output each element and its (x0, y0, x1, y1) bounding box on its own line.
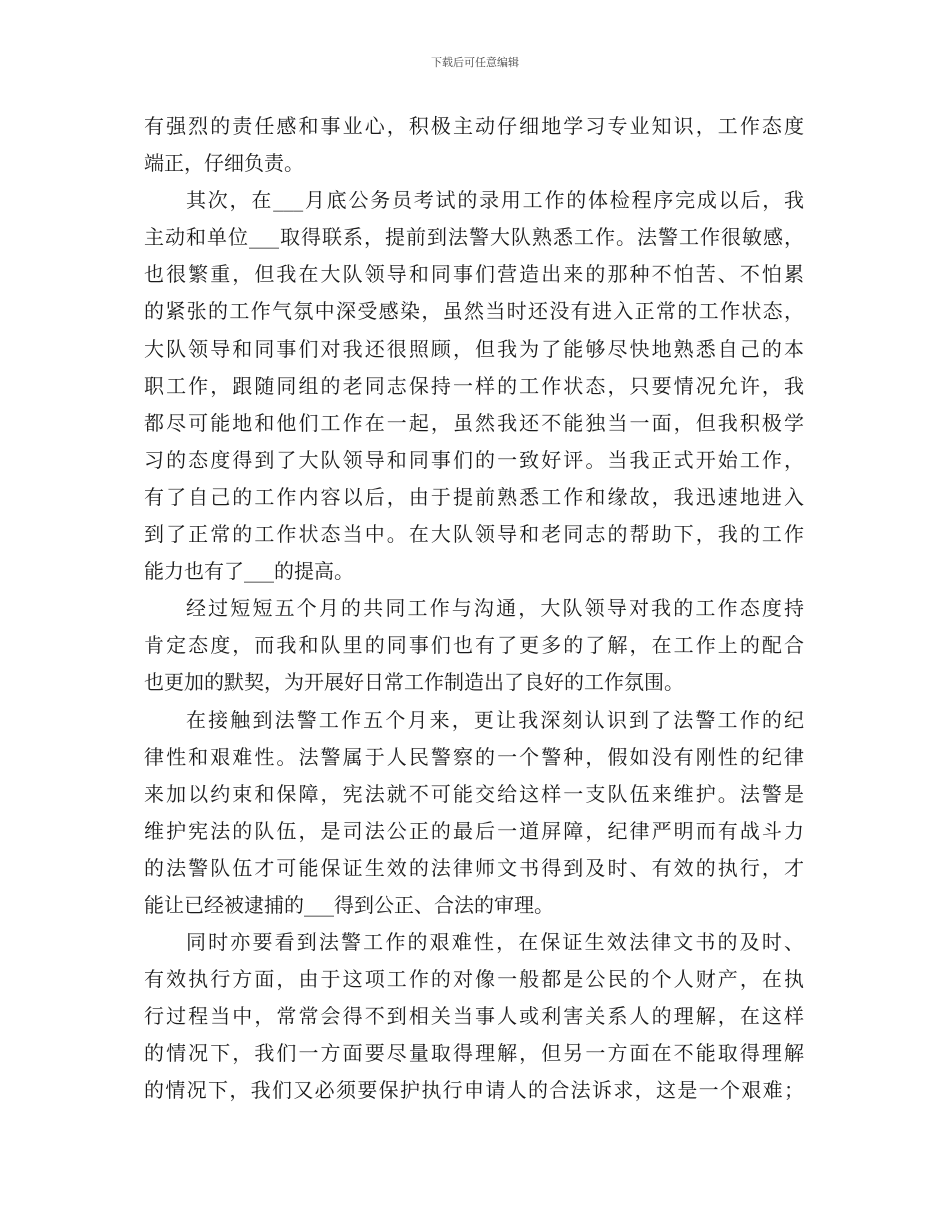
text-line: 有效执行方面，由于这项工作的对像一般都是公民的个人财产，在执 (144, 967, 804, 992)
text-line: 维护宪法的队伍，是司法公正的最后一道屏障，纪律严明而有战斗力 (144, 818, 804, 843)
text-line: 来加以约束和保障，宪法就不可能交给这样一支队伍来维护。法警是 (144, 781, 804, 806)
document-body (144, 108, 804, 1110)
text-line: 习的态度得到了大队领导和同事们的一致好评。当我正式开始工作， (144, 447, 804, 472)
text-line: 律性和艰难性。法警属于人民警察的一个警种，假如没有刚性的纪律 (144, 744, 804, 769)
text-line: 也更加的默契，为开展好日常工作制造出了良好的工作氛围。 (144, 670, 684, 695)
text-line: 主动和单位___取得联系，提前到法警大队熟悉工作。法警工作很敏感， (144, 225, 804, 250)
text-line: 能力也有了___的提高。 (144, 559, 354, 584)
text-line: 肯定态度，而我和队里的同事们也有了更多的了解，在工作上的配合 (144, 633, 804, 658)
text-line: 行过程当中，常常会得不到相关当事人或利害关系人的理解，在这样 (144, 1004, 804, 1029)
text-line: 大队领导和同事们对我还很照顾，但我为了能够尽快地熟悉自己的本 (144, 336, 804, 361)
text-line: 的法警队伍才可能保证生效的法律师文书得到及时、有效的执行，才 (144, 855, 804, 880)
text-line: 职工作，跟随同组的老同志保持一样的工作状态，只要情况允许，我 (144, 373, 804, 398)
text-line: 都尽可能地和他们工作在一起，虽然我还不能独当一面，但我积极学 (144, 410, 804, 435)
text-line: 端正，仔细负责。 (144, 151, 304, 176)
text-line: 有了自己的工作内容以后，由于提前熟悉工作和缘故，我迅速地进入 (144, 484, 804, 509)
text-line: 其次，在___月底公务员考试的录用工作的体检程序完成以后，我 (186, 188, 804, 213)
text-line: 能让已经被逮捕的___得到公正、合法的审理。 (144, 892, 554, 917)
text-line: 的情况下，我们又必须要保护执行申请人的合法诉求，这是一个艰难； (144, 1078, 804, 1103)
text-line: 到了正常的工作状态当中。在大队领导和老同志的帮助下，我的工作 (144, 522, 804, 547)
text-line: 也很繁重，但我在大队领导和同事们营造出来的那种不怕苦、不怕累 (144, 262, 804, 287)
text-line: 在接触到法警工作五个月来，更让我深刻认识到了法警工作的纪 (186, 707, 804, 732)
page-header: 下载后可任意编辑 (431, 56, 519, 69)
text-line: 有强烈的责任感和事业心，积极主动仔细地学习专业知识，工作态度 (144, 114, 804, 138)
text-line: 经过短短五个月的共同工作与沟通，大队领导对我的工作态度持 (186, 596, 804, 621)
text-line: 同时亦要看到法警工作的艰难性，在保证生效法律文书的及时、 (186, 930, 804, 955)
text-line: 的情况下，我们一方面要尽量取得理解，但另一方面在不能取得理解 (144, 1041, 804, 1066)
text-line: 的紧张的工作气氛中深受感染，虽然当时还没有进入正常的工作状态， (144, 299, 804, 324)
